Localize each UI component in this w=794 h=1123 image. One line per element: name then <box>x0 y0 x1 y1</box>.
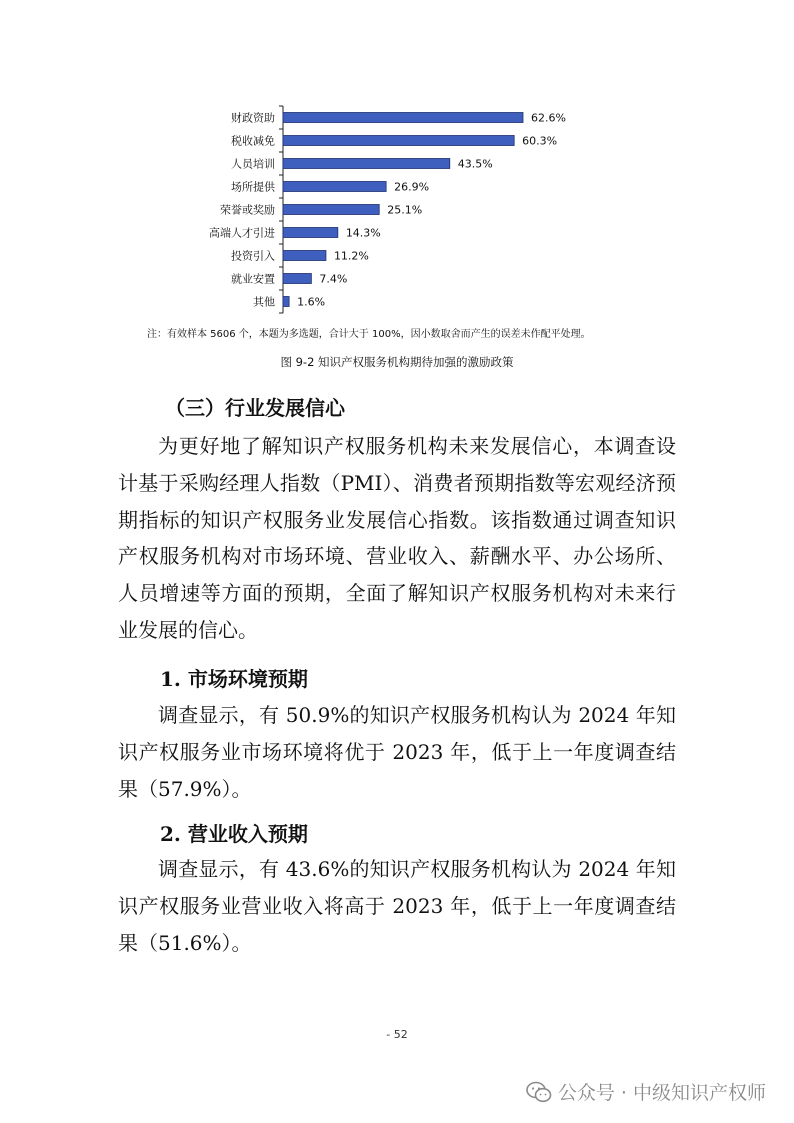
category-label: 其他 <box>253 295 275 309</box>
data-label: 25.1% <box>387 203 423 217</box>
figure-caption: 图 9-2 知识产权服务机构期待加强的激励政策 <box>280 355 514 369</box>
data-label: 26.9% <box>394 180 430 194</box>
section-intro <box>118 428 676 649</box>
data-label: 11.2% <box>333 249 369 263</box>
sub1-body <box>118 697 676 807</box>
bar <box>283 228 338 238</box>
figure-note: 注：有效样本 5606 个，本题为多选题，合计大于 100%，因小数取舍而产生的误差未作配平处理。 <box>147 329 591 340</box>
bar <box>283 136 514 146</box>
watermark-text: 公众号 · 中级知识产权师 <box>557 1082 766 1104</box>
sub2-paragraph: 调查显示，有 43.6%的知识产权服务机构认为 2024 年知识产权服务业营业收入将高于 2023 年，低于上一年度调查结果（51.6%）。 <box>118 857 676 955</box>
data-label: 1.6% <box>297 295 326 309</box>
bar <box>283 251 326 261</box>
category-label: 场所提供 <box>231 180 275 194</box>
data-label: 7.4% <box>319 272 348 286</box>
bar <box>283 113 523 123</box>
sub2-body <box>118 851 676 961</box>
category-label: 财政资助 <box>231 111 275 125</box>
category-label: 税收减免 <box>231 134 275 148</box>
watermark <box>526 1078 766 1105</box>
data-label: 14.3% <box>345 226 381 240</box>
bar <box>283 159 450 169</box>
data-label: 62.6% <box>531 111 566 125</box>
sub2-heading: 2. 营业收入预期 <box>160 822 308 846</box>
bar <box>283 205 379 215</box>
bar <box>283 274 311 284</box>
bar <box>283 182 386 192</box>
category-label: 人员培训 <box>231 157 275 171</box>
sub1-heading: 1. 市场环境预期 <box>160 667 308 691</box>
category-label: 高端人才引进 <box>209 226 275 240</box>
category-label: 投资引入 <box>231 249 275 263</box>
bar <box>283 297 289 307</box>
data-label: 60.3% <box>522 134 558 148</box>
bar-chart <box>0 0 794 320</box>
sub1-paragraph: 调查显示，有 50.9%的知识产权服务机构认为 2024 年知识产权服务业市场环境将优于 2023 年，低于上一年度调查结果（57.9%）。 <box>118 703 676 801</box>
page-number: - 52 <box>386 1028 408 1041</box>
category-label: 就业安置 <box>231 272 275 286</box>
intro-paragraph: 为更好地了解知识产权服务机构未来发展信心，本调查设计基于采购经理人指数（PMI）、消费者预期指数等宏观经济预期指标的知识产权服务业发展信心指数。该指数通过调查知识产权服务机构对市场环境、营业收入、薪酬水平、办公场所、人员增速等方面的预期，全面了解知识产权服务机构对未来行业发展的信心。 <box>118 434 676 642</box>
category-label: 荣誉或奖励 <box>220 203 275 217</box>
wechat-icon <box>526 1081 552 1103</box>
section-heading: （三）行业发展信心 <box>165 396 345 420</box>
data-label: 43.5% <box>457 157 493 171</box>
